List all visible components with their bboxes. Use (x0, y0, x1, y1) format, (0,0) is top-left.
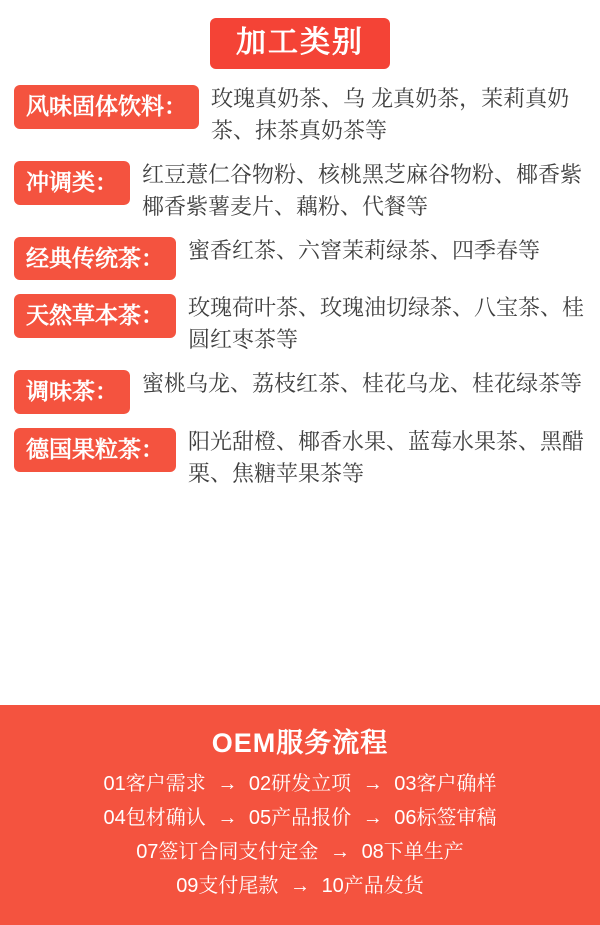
oem-step: 01客户需求 (103, 773, 206, 795)
oem-section (0, 705, 600, 925)
category-label: 经典传统茶： (14, 237, 176, 281)
category-label: 风味固体饮料： (14, 85, 199, 129)
category-value: 红豆薏仁谷物粉、核桃黑芝麻谷物粉、椰香紫椰香紫薯麦片、藕粉、代餐等 (142, 161, 583, 219)
oem-step: 06标签审稿 (394, 807, 497, 829)
oem-step-line (176, 874, 424, 899)
oem-step: 08下单生产 (361, 841, 464, 863)
category-row (14, 83, 586, 147)
arrow-icon: → (362, 807, 383, 829)
category-label: 调味茶： (14, 370, 130, 414)
arrow-icon: → (217, 773, 238, 795)
category-row (14, 159, 586, 223)
oem-step: 03客户确样 (394, 773, 497, 795)
category-value: 玫瑰真奶茶、乌 龙真奶茶，茉莉真奶茶、抹茶真奶茶等 (211, 86, 570, 143)
category-label: 天然草本茶： (14, 294, 176, 338)
oem-step-list (0, 772, 600, 899)
oem-step: 02研发立项 (248, 773, 352, 795)
arrow-icon: → (217, 807, 238, 829)
oem-step: 05产品报价 (248, 807, 352, 829)
category-row (14, 368, 586, 414)
page-title: 加工类别 (210, 18, 390, 69)
category-value: 蜜香红茶、六窨茉莉绿茶、四季春等 (188, 237, 541, 263)
oem-step: 04包材确认 (103, 807, 206, 829)
category-label: 冲调类： (14, 161, 130, 205)
category-value: 蜜桃乌龙、荔枝红茶、桂花乌龙、桂花绿茶等 (142, 371, 583, 397)
oem-step-line (104, 806, 497, 831)
arrow-icon: → (330, 841, 350, 863)
arrow-icon: → (290, 875, 310, 897)
category-row (14, 292, 586, 356)
category-label: 德国果粒茶： (14, 428, 176, 472)
header (0, 0, 600, 79)
category-list (0, 79, 600, 502)
oem-step: 07签订合同支付定金 (136, 841, 319, 863)
arrow-icon: → (362, 773, 383, 795)
oem-title: OEM服务流程 (211, 728, 389, 758)
oem-step-line (136, 840, 464, 865)
oem-step: 10产品发货 (321, 875, 424, 897)
category-value: 阳光甜橙、椰香水果、蓝莓水果茶、黑醋栗、焦糖苹果茶等 (188, 428, 585, 486)
category-value: 玫瑰荷叶茶、玫瑰油切绿茶、八宝茶、桂圆红枣茶等 (188, 295, 585, 353)
oem-step-line (104, 772, 497, 797)
category-row (14, 235, 586, 281)
category-row (14, 426, 586, 490)
oem-step: 09支付尾款 (176, 875, 279, 897)
